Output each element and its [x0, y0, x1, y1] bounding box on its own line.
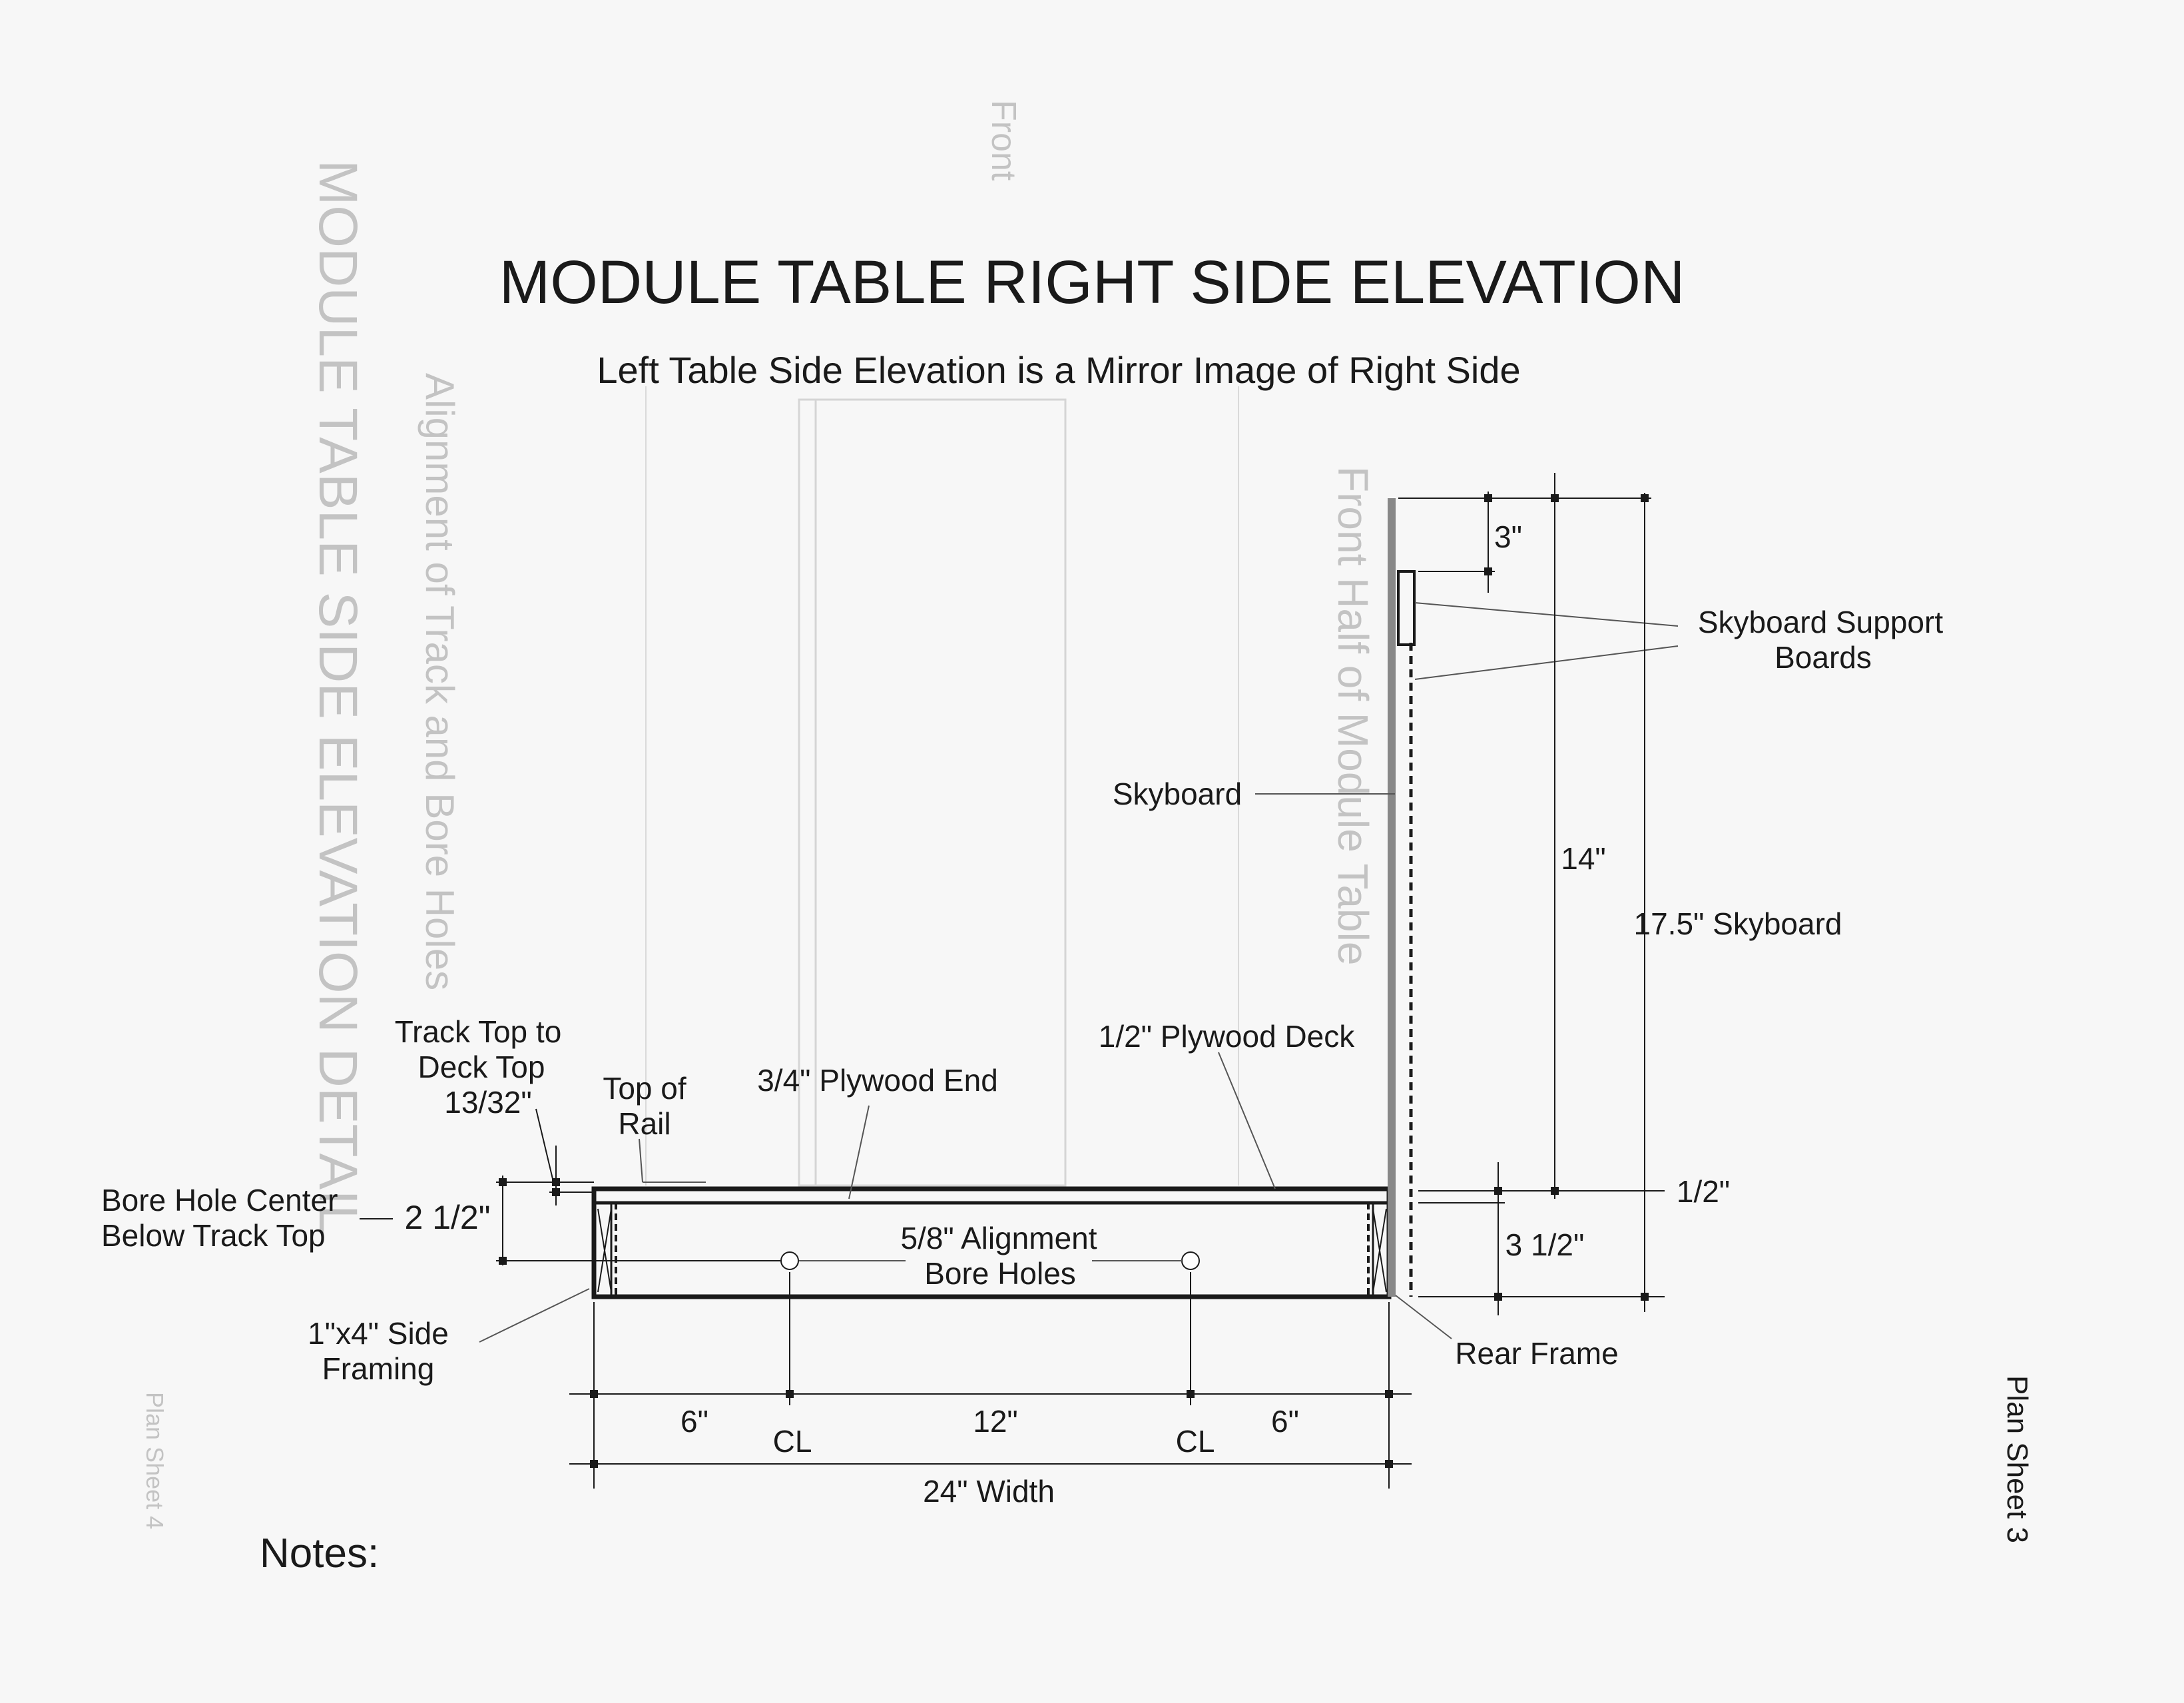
page-subtitle: Left Table Side Elevation is a Mirror Image of Right Side — [597, 349, 1521, 391]
label-skyboard: Skyboard — [1112, 777, 1242, 811]
dim-tick — [591, 1391, 597, 1397]
label-dim-3-half: 3 1/2" — [1505, 1227, 1585, 1262]
dim-tick — [553, 1189, 559, 1195]
label-skyboard-support-1: Skyboard Support — [1697, 605, 1944, 639]
label-side-framing-1: 1"x4" Side — [308, 1316, 449, 1351]
dim-tick — [1386, 1391, 1392, 1397]
skyboard-support-board — [1398, 571, 1414, 645]
label-cl-right: CL — [1175, 1424, 1215, 1459]
track-top-leader — [536, 1109, 553, 1179]
label-alignment-1: 5/8" Alignment — [900, 1221, 1097, 1255]
bore-hole-left — [781, 1252, 798, 1269]
label-top-of-rail-2: Rail — [618, 1106, 671, 1141]
label-dim-14: 14" — [1561, 841, 1606, 876]
page-title: MODULE TABLE RIGHT SIDE ELEVATION — [499, 248, 1685, 316]
right-dimensions — [1398, 473, 1665, 1315]
label-dim-width: 24" Width — [923, 1474, 1055, 1509]
dim-tick — [1485, 495, 1492, 502]
drawing-labels — [101, 519, 1943, 1509]
label-dim-3: 3" — [1494, 519, 1522, 554]
label-dim-6-left: 6" — [681, 1404, 708, 1439]
support-leader — [1415, 603, 1678, 626]
ghost-title: MODULE TABLE SIDE ELEVATION DETAIL — [308, 160, 368, 1235]
label-track-top-1: Track Top to — [394, 1014, 562, 1049]
label-dim-12: 12" — [973, 1404, 1018, 1439]
rear-frame-leader — [1396, 1295, 1452, 1339]
label-plywood-end: 3/4" Plywood End — [757, 1063, 998, 1098]
bottom-dimensions — [569, 1272, 1412, 1489]
dim-tick — [1386, 1461, 1392, 1467]
label-dim-6-right: 6" — [1271, 1404, 1299, 1439]
plywood-deck-leader — [1219, 1052, 1275, 1189]
label-cl-left: CL — [772, 1424, 812, 1459]
label-side-framing-2: Framing — [322, 1351, 435, 1386]
support-leader — [1415, 646, 1678, 679]
label-bore-hole-center-1: Bore Hole Center — [101, 1183, 338, 1217]
label-top-of-rail-1: Top of — [603, 1071, 686, 1106]
ghost-front: Front — [984, 100, 1023, 181]
label-rear-frame: Rear Frame — [1455, 1336, 1619, 1371]
dim-tick — [591, 1461, 597, 1467]
label-alignment-2: Bore Holes — [924, 1256, 1076, 1291]
ghost-front-half: Front Half of Module Table — [1329, 466, 1377, 966]
side-framing-leader — [479, 1289, 589, 1342]
module-table-body — [594, 498, 1414, 1297]
bore-hole-right — [1182, 1252, 1199, 1269]
label-bore-hole-dim: 2 1/2" — [404, 1199, 491, 1236]
dim-tick — [553, 1179, 559, 1186]
dim-tick — [786, 1391, 793, 1397]
label-plywood-deck: 1/2" Plywood Deck — [1098, 1019, 1355, 1054]
label-track-top-2: Deck Top — [417, 1050, 545, 1084]
dim-tick — [1551, 495, 1558, 502]
dim-tick — [1485, 568, 1492, 575]
label-dim-half: 1/2" — [1676, 1174, 1731, 1209]
ghost-alignment: Alignment of Track and Bore Holes — [417, 373, 462, 991]
label-dim-skyboard: 17.5" Skyboard — [1633, 906, 1842, 941]
dim-tick — [1187, 1391, 1194, 1397]
dim-tick — [499, 1257, 506, 1264]
plan-sheet-label: Plan Sheet 3 — [2001, 1375, 2034, 1543]
dim-tick — [1641, 495, 1648, 502]
notes-label: Notes: — [260, 1531, 380, 1576]
ghost-plan-sheet-4: Plan Sheet 4 — [141, 1392, 168, 1530]
label-bore-hole-center-2: Below Track Top — [101, 1218, 326, 1253]
top-of-rail-leader — [639, 1139, 643, 1182]
label-skyboard-support-2: Boards — [1774, 640, 1872, 675]
label-track-top-3: 13/32" — [444, 1085, 532, 1120]
dim-tick — [499, 1179, 506, 1186]
